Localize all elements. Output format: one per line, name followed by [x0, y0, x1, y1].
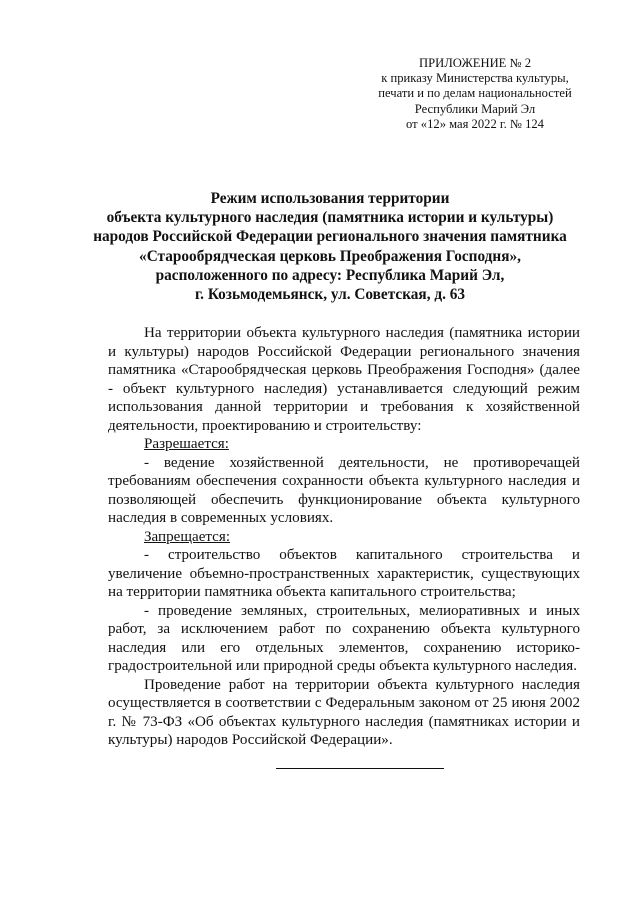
- appendix-line: Республики Марий Эл: [414, 101, 536, 116]
- title-line: объекта культурного наследия (памятника истории и культуры): [106, 209, 554, 227]
- appendix-line: от «12» мая 2022 г. № 124: [406, 116, 544, 131]
- document-body: [108, 324, 580, 750]
- forbidden-label: Запрещается:: [144, 528, 231, 545]
- appendix-line: печати и по делам национальностей: [378, 86, 572, 101]
- document-title: [80, 189, 580, 304]
- allowed-item: - ведение хозяйственной деятельности, не противоречащей требованиям обеспечения сохранности объекта культурного наследия и позволяющей обеспечить функционирование объекта культурного наследия в современных условиях.: [108, 454, 580, 526]
- title-line: народов Российской Федерации регионального значения памятника: [93, 228, 567, 246]
- closing-divider: [276, 768, 444, 769]
- title-line: Режим использования территории: [210, 190, 450, 207]
- forbidden-item: - проведение земляных, строительных, мелиоративных и иных работ, за исключением работ по сохранению объекта культурного наследия или его отдельных элементов, сохранению историко-градостроительной или природной среды объекта культурного наследия.: [108, 602, 580, 674]
- allowed-label: Разрешается:: [144, 436, 229, 452]
- title-line: «Старообрядческая церковь Преображения Господня»,: [139, 247, 521, 265]
- appendix-line: к приказу Министерства культуры,: [381, 71, 569, 86]
- closing-paragraph: Проведение работ на территории объекта культурного наследия осуществляется в соответствии с Федеральным законом от 25 июня 2002 г. № 73-ФЗ «Об объектах культурного наследия (памятниках истории и культуры) народов Российской Федерации».: [108, 676, 580, 748]
- forbidden-item: - строительство объектов капитального строительства и увеличение объемно-пространственных характеристик, существующих на территории памятника объекта капитального строительства;: [108, 547, 580, 600]
- allowed-heading: [108, 435, 580, 454]
- appendix-title: ПРИЛОЖЕНИЕ № 2: [419, 56, 531, 70]
- appendix-header: [360, 56, 590, 132]
- title-line: г. Козьмодемьянск, ул. Советская, д. 63: [194, 286, 466, 304]
- forbidden-heading: [108, 528, 580, 547]
- title-line: расположенного по адресу: Республика Марий Эл,: [155, 266, 505, 284]
- intro-paragraph: На территории объекта культурного наследия (памятника истории и культуры) народов Российской Федерации регионального значения памятника «Старообрядческая церковь Преображения Господня» (далее - объект культурного наследия) устанавливается следующий режим использования данной территории и требования к хозяйственной деятельности, проектированию и строительству:: [108, 325, 580, 434]
